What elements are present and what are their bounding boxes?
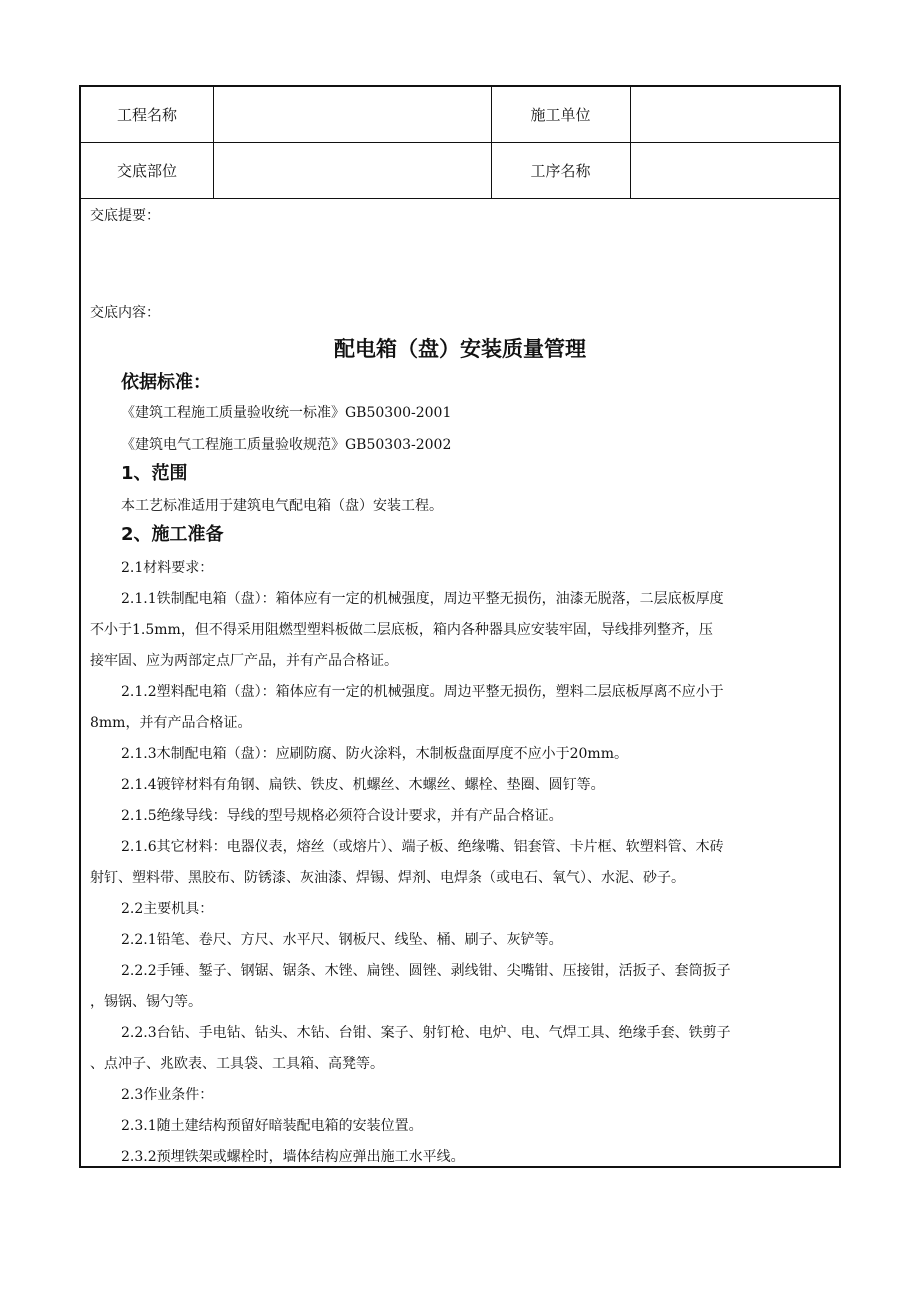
scope-text: 本工艺标准适用于建筑电气配电箱（盘）安装工程。 bbox=[121, 498, 443, 514]
body-line: 2.1.4镀锌材料有角钢、扁铁、铁皮、机螺丝、木螺丝、螺栓、垫圈、圆钉等。 bbox=[121, 777, 605, 793]
body-line: 2.2.2手锤、錾子、钢锯、锯条、木锉、扁锉、圆锉、剥线钳、尖嘴钳、压接钳，活扳子、套筒扳子 bbox=[121, 963, 731, 979]
project-name-label: 工程名称 bbox=[116, 106, 177, 124]
process-label: 工序名称 bbox=[530, 162, 591, 180]
body-line: 2.1.6其它材料：电器仪表，熔丝（或熔片）、端子板、绝缘嘴、铝套管、卡片框、软塑料管、木砖 bbox=[121, 839, 724, 855]
column-divider bbox=[630, 87, 631, 199]
body-line: 2.2.1铅笔、卷尺、方尺、水平尺、钢板尺、线坠、桶、刷子、灰铲等。 bbox=[121, 932, 563, 948]
contractor-label: 施工单位 bbox=[530, 106, 591, 124]
body-line: 接牢固、应为两部定点厂产品，并有产品合格证。 bbox=[90, 653, 398, 669]
body-line: 2.2.3台钻、手电钻、钻头、木钻、台钳、案子、射钉枪、电炉、电、气焊工具、绝缘手套、铁剪子 bbox=[121, 1025, 731, 1041]
location-label: 交底部位 bbox=[116, 162, 177, 180]
row-divider bbox=[81, 198, 839, 199]
body-line: ，锡锅、锡勺等。 bbox=[90, 994, 202, 1010]
body-line: 不小于1.5mm，但不得采用阻燃型塑料板做二层底板，箱内各种器具应安装牢固，导线排列整齐，压 bbox=[90, 622, 713, 638]
column-divider bbox=[491, 87, 492, 199]
body-line: 、点冲子、兆欧表、工具袋、工具箱、高凳等。 bbox=[90, 1056, 384, 1072]
column-divider bbox=[213, 87, 214, 199]
body-line: 2.1.2塑料配电箱（盘）：箱体应有一定的机械强度。周边平整无损伤，塑料二层底板厚离不应小于 bbox=[121, 684, 724, 700]
body-line: 2.3.1随土建结构预留好暗装配电箱的安装位置。 bbox=[121, 1118, 423, 1134]
row-divider bbox=[81, 142, 839, 143]
basis-heading: 依据标准： bbox=[121, 372, 211, 393]
body-line: 2.1.1铁制配电箱（盘）：箱体应有一定的机械强度，周边平整无损伤，油漆无脱落，二层底板厚度 bbox=[121, 591, 724, 607]
document-title: 配电箱（盘）安装质量管理 bbox=[334, 337, 586, 361]
content-label: 交底内容： bbox=[90, 305, 160, 321]
summary-label: 交底提要： bbox=[90, 208, 160, 224]
body-line: 2.1.5绝缘导线：导线的型号规格必须符合设计要求，并有产品合格证。 bbox=[121, 808, 563, 824]
body-line: 2.3作业条件： bbox=[121, 1087, 214, 1103]
scope-heading: 1、范围 bbox=[121, 463, 188, 484]
basis-line: 《建筑工程施工质量验收统一标准》GB50300-2001 bbox=[121, 405, 452, 421]
body-line: 2.1.3木制配电箱（盘）：应刷防腐、防火涂料，木制板盘面厚度不应小于20mm。 bbox=[121, 746, 628, 762]
body-line: 2.2主要机具： bbox=[121, 901, 214, 917]
body-line: 2.3.2预埋铁架或螺栓时，墙体结构应弹出施工水平线。 bbox=[121, 1149, 465, 1165]
body-line: 8mm，并有产品合格证。 bbox=[90, 715, 252, 731]
disclosure-form bbox=[79, 85, 841, 1168]
body-line: 射钉、塑料带、黑胶布、防锈漆、灰油漆、焊锡、焊剂、电焊条（或电石、氧气）、水泥、砂子。 bbox=[90, 870, 685, 886]
basis-line: 《建筑电气工程施工质量验收规范》GB50303-2002 bbox=[121, 437, 452, 453]
prep-heading: 2、施工准备 bbox=[121, 524, 224, 545]
body-line: 2.1材料要求： bbox=[121, 560, 214, 576]
